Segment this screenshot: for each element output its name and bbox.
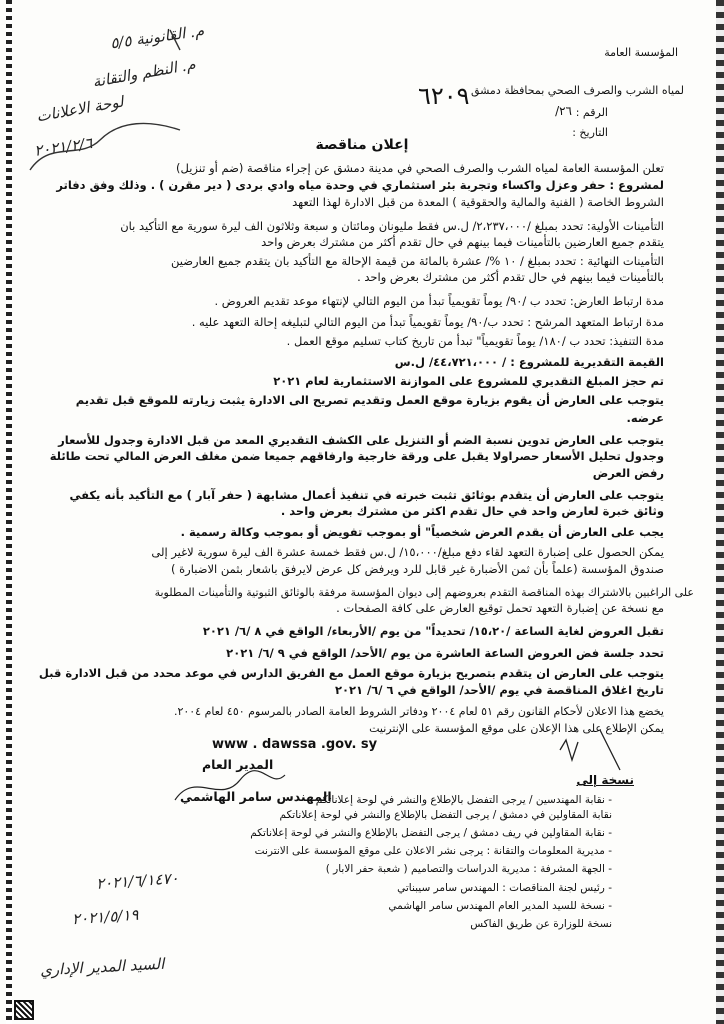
body-line: تم حجز المبلغ التقديري للمشروع على الموازنة الاستثمارية لعام ٢٠٢١ <box>273 374 664 388</box>
scan-corner-mark <box>14 1000 34 1020</box>
body-line: يمكن الإطلاع على هذا الإعلان على موقع المؤسسة على الإنترنيت <box>369 722 664 735</box>
body-line: يتقدم جميع العارضين بالتأمينات فيما بينهم في حال تقدم أكثر من مشترك بعرض واحد <box>261 235 664 249</box>
handwritten-note-2: م. النظم والتقانة <box>91 55 197 91</box>
handwritten-note-6: ٢٠٢١/٥/١٩ <box>71 905 140 929</box>
body-line: يتوجب على العارض تدوين نسبة الضم أو التنزيل على الكشف التقديري المعد من قبل الادارة وجدول للأسعار <box>58 433 664 447</box>
body-line: التأمينات النهائية : تحدد بمبلغ / ١٠ %/ عشرة بالمائة من قيمة الإحالة مع التأكيد بان يتقدم جميع العارضين <box>171 254 664 268</box>
body-line: يخضع هذا الاعلان لأحكام القانون رقم ٥١ لعام ٢٠٠٤ ودفاتر الشروط العامة الصادر بالمرسوم ٤٥٠ لعام ٢٠٠٤. <box>173 705 664 718</box>
scan-border-right <box>716 0 724 1024</box>
handwritten-note-1: م. القانونية ٥/٥ <box>109 21 206 53</box>
org-top: المؤسسة العامة <box>604 46 678 59</box>
copies-item: نقابة المقاولين في دمشق / يرجى التفضل بالإطلاع والنشر في لوحة إعلاناتكم <box>279 809 612 821</box>
body-line: عرضه. <box>626 411 664 425</box>
body-line: رفض العرض <box>592 466 664 480</box>
body-line: تحدد جلسة فض العروض الساعة العاشرة من يوم /الأحد/ الواقع في ٩ /٦/ ٢٠٢١ <box>226 646 664 660</box>
ref-label: الرقم : <box>575 106 608 119</box>
copies-heading: نسخة إلى <box>576 773 634 787</box>
body-line: مدة ارتباط المتعهد المرشح : تحدد ب/٩٠/ يوماً تقويمياً تبدأ من اليوم التالي لتبليغه إحالة التعهد عليه . <box>191 315 664 329</box>
body-line: القيمة التقديرية للمشروع : / ٤٤،٧٢١،٠٠٠/ ل.س <box>394 355 664 369</box>
copies-item: - الجهة المشرفة : مديرية الدراسات والتصاميم ( شعبة حفر الابار ) <box>325 863 612 875</box>
body-line: يتوجب على العارض أن يتقدم بوثائق تثبت خبرته في تنفيذ أعمال مشابهة ( حفر آبار ) مع التأكيد بأنه يكفي <box>69 488 664 502</box>
signature-name: المهندس سامر الهاشمي <box>180 789 332 804</box>
copies-item: - مديرية المعلومات والتقانة : يرجى نشر الاعلان على موقع المؤسسة على الانترنت <box>254 845 612 857</box>
signature-role: المدير العام <box>202 757 274 772</box>
initials-scribble <box>540 720 640 780</box>
body-line: تقبل العروض لغاية الساعة /١٥،٢٠/ تحديداً" من يوم /الأربعاء/ الواقع في ٨ /٦/ ٢٠٢١ <box>202 624 664 638</box>
copies-item: - رئيس لجنة المناقصات : المهندس سامر سيبناتي <box>397 882 612 894</box>
date-label: التاريخ : <box>572 126 608 139</box>
announcement-title: إعلان مناقصة <box>315 137 409 153</box>
copies-item: - نسخة للسيد المدير العام المهندس سامر الهاشمي <box>388 900 612 912</box>
body-line: وثائق خبرة لعارض واحد في حال تقدم اكثر من مشترك بعرض واحد . <box>280 504 664 518</box>
copies-item: - نقابة المقاولين في ريف دمشق / يرجى التفضل بالإطلاع والنشر في لوحة إعلاناتكم <box>250 827 612 839</box>
body-line: تاريخ اغلاق المناقصة في يوم /الأحد/ الواقع في ٦ /٦/ ٢٠٢١ <box>334 683 664 697</box>
handwritten-note-5: ٢٠٢١/٦/١٤٧٠ <box>95 869 180 893</box>
body-line: مدة التنفيذ: تحدد ب /١٨٠/ يوماً تقويمياً" تبدأ من تاريخ كتاب تسليم موقع العمل . <box>286 334 664 348</box>
scan-border-left <box>6 0 12 1024</box>
body-line: مدة ارتباط العارض: تحدد ب /٩٠/ يوماً تقويمياً تبدأ من اليوم التالي لإنتهاء موعد تقديم العروض . <box>214 294 664 308</box>
body-line: مع نسخة عن إضبارة التعهد تحمل توقيع العارض على كافة الصفحات . <box>336 601 664 615</box>
body-line: يتوجب على العارض أن يقوم بزيارة موقع العمل وتقديم تصريح الى الادارة يثبت زيارته للموقع قبل تقديم <box>75 393 664 407</box>
copies-item: - نقابة المهندسين / يرجى التفضل بالإطلاع والنشر في لوحة إعلاناتكم <box>315 794 612 806</box>
body-line: لمشروع : حفر وعزل واكساء وتجربة بئر استثماري في وحدة مياه وادي بردى ( دير مقرن ) . وذلك وفق دفاتر <box>56 178 664 192</box>
signature-scribble <box>170 757 290 810</box>
handwritten-note-4: ٢٠٢١/٢/٦ <box>33 134 94 160</box>
document-number: ٦٢٠٩ <box>418 82 470 110</box>
body-line: يمكن الحصول على إضبارة التعهد لقاء دفع مبلغ/١٥،٠٠٠/ ل.س فقط خمسة عشرة الف ليرة سورية لاغير إلى <box>151 545 664 559</box>
body-line: الشروط الخاصة ( الفنية والمالية والحقوقية ) المعدة من قبل الادارة لهذا التعهد <box>292 195 664 209</box>
website-link[interactable]: www . dawssa .gov. sy <box>212 737 378 752</box>
org-line: لمياه الشرب والصرف الصحي بمحافظة دمشق <box>470 84 684 97</box>
body-line: على الراغبين بالاشتراك بهذه المناقصة التقدم بعروضهم إلى ديوان المؤسسة مرفقة بالوثائق الثبوتية والتأمينات المطلوبة <box>154 586 694 599</box>
body-line: تعلن المؤسسة العامة لمياه الشرب والصرف الصحي في مدينة دمشق عن إجراء مناقصة (ضم أو تنزيل) <box>176 161 664 175</box>
body-line: التأمينات الأولية: تحدد بمبلغ /٢،٢٣٧،٠٠٠/ ل.س فقط مليونان ومائتان و سبعة وثلاثون الف ليرة سورية مع التأكيد بان <box>120 219 664 233</box>
body-line: يجب على العارض أن يقدم العرض شخصياً" أو بموجب تفويض أو بموجب وكالة رسمية . <box>180 525 664 539</box>
body-line: يتوجب على العارض ان يتقدم بتصريح بزيارة موقع العمل مع الفريق الدارس في موعد محدد من قبل الادارة قبل <box>38 666 664 680</box>
ref-value: ٢٦/ <box>555 104 572 118</box>
handwritten-note-3: لوحة الاعلانات <box>35 92 125 126</box>
handwritten-note-7: السيد المدير الإداري <box>39 954 165 980</box>
handwriting-scribble <box>20 20 190 180</box>
body-line: بالتأمينات فيما بينهم في حال تقدم أكثر من مشترك بعرض واحد . <box>357 270 664 284</box>
body-line: صندوق المؤسسة (علماً بأن ثمن الأضبارة غير قابل للرد ويرفض كل عرض لايرفق باشعار بثمن الاضبارة ) <box>171 562 664 576</box>
copies-item: نسخة للوزارة عن طريق الفاكس <box>470 918 612 930</box>
body-line: وجدول تحليل الأسعار حصراولا يقبل على ورقة خارجية وارفاقهم جميعا ضمن مغلف العرض المالي تحت طائلة <box>49 449 664 463</box>
